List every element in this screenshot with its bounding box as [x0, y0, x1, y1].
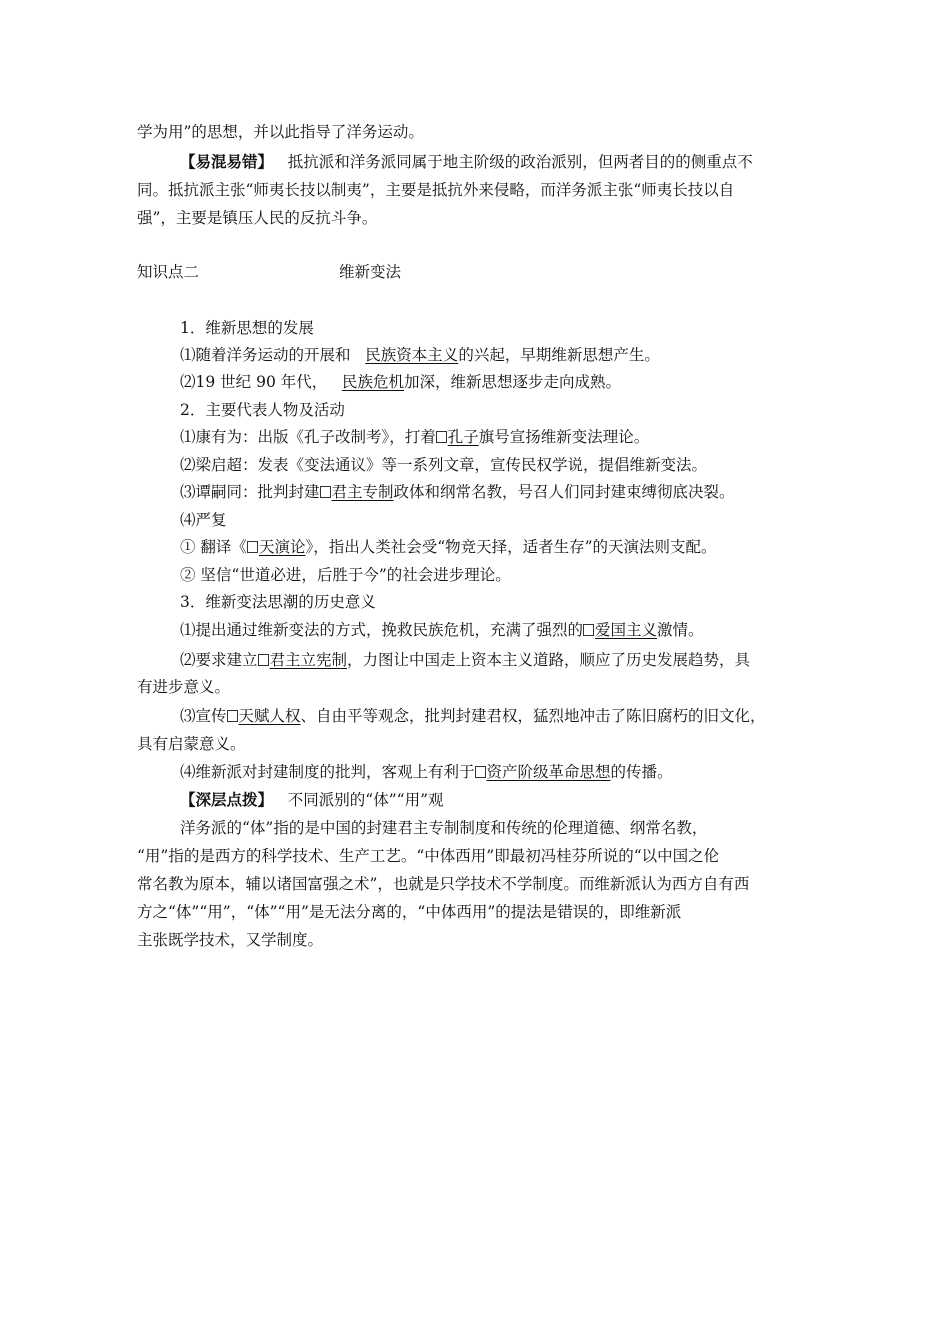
text: 、自由平等观念，批判封建君权，猛烈地冲击了陈旧腐朽的旧文化，	[300, 707, 766, 725]
deep-insight-title: 不同派别的“体”“用”观	[287, 791, 444, 809]
answer-underlined: 孔子	[447, 428, 479, 446]
text: 加深，维新思想逐步走向成熟。	[404, 373, 622, 391]
s1-item-1	[180, 345, 660, 365]
answer-underlined: 天演论	[258, 538, 306, 556]
text: 的兴起，早期维新思想产生。	[458, 346, 660, 364]
text: 的传播。	[610, 763, 673, 781]
deep-line-2: “用”指的是西方的科学技术、生产工艺。“中体西用”即最初冯桂芬所说的“以中国之伦	[137, 847, 720, 865]
s3-point-1	[180, 620, 704, 640]
text: 激情。	[657, 621, 704, 639]
answer-underlined: 君主立宪制	[269, 651, 348, 669]
deep-line-5: 主张既学技术，又学制度。	[137, 931, 324, 949]
s2-yan-2: ② 坚信“世道必进，后胜于今”的社会进步理论。	[180, 566, 511, 584]
section-label: 知识点二	[137, 263, 200, 281]
s2-tan	[180, 482, 735, 502]
text: ⑴康有为：出版《孔子改制考》，打着	[180, 428, 436, 446]
blank-box-icon	[247, 541, 258, 553]
deep-line-1: 洋务派的“体”指的是中国的封建君主专制制度和传统的伦理道德、纲常名教，	[180, 819, 708, 837]
text: ⑵要求建立	[180, 651, 258, 669]
text: ⑴提出通过维新变法的方式，挽救民族危机，充满了强烈的	[180, 621, 584, 639]
intro-line-3: 同。抵抗派主张“师夷长技以制夷”，主要是抵抗外来侵略，而洋务派主张“师夷长技以自	[137, 181, 735, 199]
blank-box-icon	[258, 654, 269, 666]
answer-underlined: 君主专制	[331, 483, 394, 501]
text: ，力图让中国走上资本主义道路，顺应了历史发展趋势，具	[347, 651, 751, 669]
s2-heading: 2．主要代表人物及活动	[180, 401, 345, 419]
deep-insight-tag: 【深层点拨】	[180, 790, 274, 809]
answer-underlined: 民族危机	[342, 373, 405, 391]
blank-box-icon	[436, 431, 447, 443]
intro-line-4: 强”，主要是镇压人民的反抗斗争。	[137, 209, 378, 227]
answer-underlined: 民族资本主义	[365, 346, 459, 364]
text: ⑶宣传	[180, 707, 227, 725]
blank-box-icon	[227, 710, 238, 722]
s2-yan-1	[180, 537, 717, 557]
text: ① 翻译《	[180, 538, 247, 556]
s2-yan: ⑷严复	[180, 511, 227, 529]
s3-point-2	[180, 650, 750, 670]
section-title: 维新变法	[339, 263, 402, 281]
s2-kang	[180, 427, 649, 447]
s1-heading: 1．维新思想的发展	[180, 319, 314, 337]
answer-underlined: 资产阶级革命思想	[486, 763, 611, 781]
s3-point-3	[180, 706, 766, 726]
s3-point-3-cont: 具有启蒙意义。	[137, 735, 246, 753]
text: ⑴随着洋务运动的开展和	[180, 346, 351, 364]
deep-insight-header	[180, 790, 444, 810]
s3-point-2-cont: 有进步意义。	[137, 678, 231, 696]
blank-box-icon	[583, 624, 594, 636]
deep-line-4: 方之“体”“用”，“体”“用”是无法分离的，“中体西用”的提法是错误的，即维新派	[137, 903, 682, 921]
s3-point-4	[180, 762, 673, 782]
blank-box-icon	[475, 766, 486, 778]
deep-line-3: 常名教为原本，辅以诸国富强之术”，也就是只学技术不学制度。而维新派认为西方自有西	[137, 875, 750, 893]
s1-item-2	[180, 372, 621, 392]
s2-liang: ⑵梁启超：发表《变法通议》等一系列文章，宣传民权学说，提倡维新变法。	[180, 456, 708, 474]
answer-underlined: 爱国主义	[595, 621, 658, 639]
text: ⑷维新派对封建制度的批判，客观上有利于	[180, 763, 475, 781]
intro-line-1: 学为用”的思想，并以此指导了洋务运动。	[137, 123, 424, 141]
intro-line-2-text: 抵抗派和洋务派同属于地主阶级的政治派别，但两者目的的侧重点不	[287, 153, 753, 171]
blank-box-icon	[320, 486, 331, 498]
text: ⑵19 世纪 90 年代，	[180, 373, 328, 391]
easy-mistake-tag: 【易混易错】	[180, 152, 274, 171]
answer-underlined: 天赋人权	[238, 707, 301, 725]
text: ⑶谭嗣同：批判封建	[180, 483, 320, 501]
text: 政体和纲常名教，号召人们同封建束缚彻底决裂。	[393, 483, 735, 501]
s3-heading: 3．维新变法思潮的历史意义	[180, 593, 376, 611]
intro-line-2	[180, 152, 753, 172]
text: 旗号宣扬维新变法理论。	[478, 428, 650, 446]
text: 》，指出人类社会受“物竞天择，适者生存”的天演法则支配。	[305, 538, 717, 556]
